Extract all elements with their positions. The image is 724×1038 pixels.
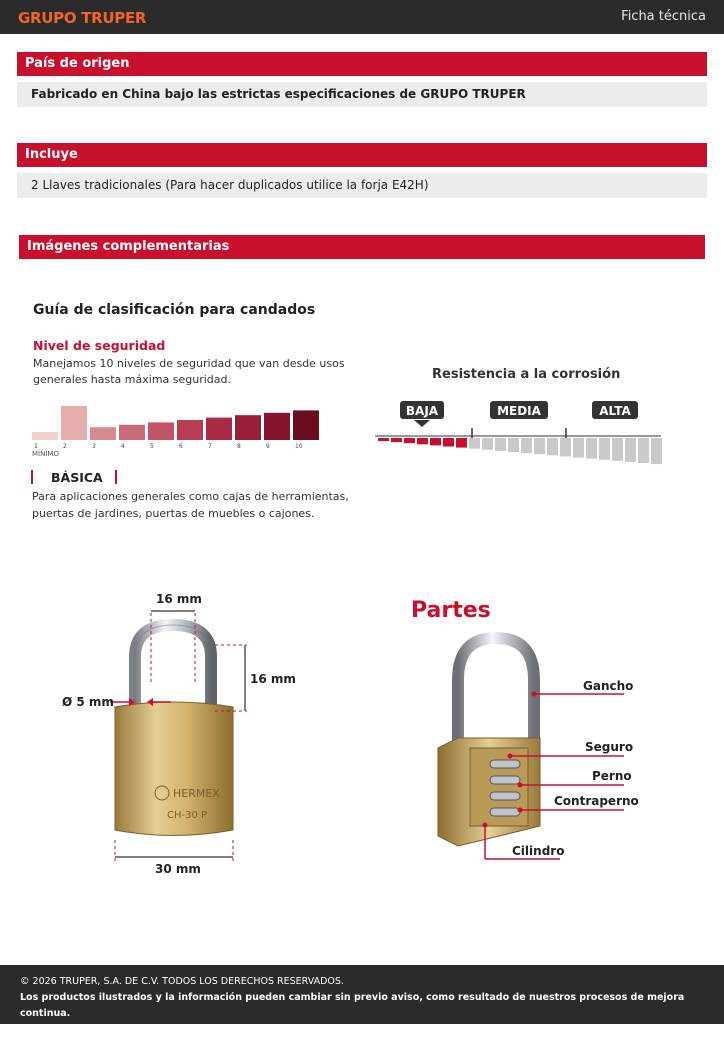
corrosion-segment — [651, 438, 662, 464]
corrosion-scale — [372, 398, 664, 470]
corrosion-segment — [443, 438, 454, 447]
engraving-brand: HERMEX — [173, 787, 220, 800]
corrosion-segment — [456, 438, 467, 448]
corrosion-medium-label: MEDIA — [497, 404, 541, 418]
footer — [0, 965, 724, 1035]
security-level-desc-1: Manejamos 10 niveles de seguridad que van desde usos — [33, 357, 345, 370]
corrosion-low-label: BAJA — [405, 404, 439, 418]
part-label-gancho: Gancho — [583, 679, 634, 693]
security-level-bar — [61, 406, 87, 440]
corrosion-segment — [482, 438, 493, 450]
security-level-tick: 1 — [34, 443, 38, 450]
corrosion-segment — [547, 438, 558, 455]
security-level-tick: 4 — [121, 443, 125, 450]
security-level-tick: 5 — [150, 443, 154, 450]
minimum-label: MÍNIMO — [32, 450, 59, 458]
security-level-tick: 9 — [266, 443, 270, 450]
security-level-bar — [148, 422, 174, 440]
corrosion-segment — [508, 438, 519, 452]
body-width-label: 30 mm — [155, 862, 201, 876]
security-level-desc-2: generales hasta máxima seguridad. — [33, 373, 232, 386]
leader-dot-gancho — [532, 692, 537, 697]
document-type: Ficha técnica — [621, 9, 706, 24]
security-level-tick: 3 — [92, 443, 96, 450]
security-level-bar — [32, 432, 58, 440]
security-level-bar — [293, 410, 319, 440]
engraving-model: CH-30 P — [167, 810, 208, 821]
security-level-chart — [28, 398, 328, 460]
part-label-cilindro: Cilindro — [512, 844, 565, 858]
corrosion-selected-marker — [414, 420, 430, 427]
security-level-tick: 7 — [208, 443, 212, 450]
corrosion-segment — [430, 438, 441, 445]
parts-title: Partes — [411, 598, 491, 623]
corrosion-segment — [417, 438, 428, 444]
corrosion-segment — [573, 438, 584, 458]
corrosion-high-label: ALTA — [599, 404, 631, 418]
corrosion-title: Resistencia a la corrosión — [432, 367, 621, 382]
corrosion-segment — [534, 438, 545, 454]
security-level-tick: 6 — [179, 443, 183, 450]
shackle-width-label: 16 mm — [156, 592, 202, 606]
corrosion-segment — [599, 438, 610, 460]
corrosion-segment — [586, 438, 597, 459]
shackle — [135, 625, 211, 713]
shackle-diameter-label: Ø 5 mm — [62, 695, 114, 709]
security-level-bar — [264, 413, 290, 440]
leader-dot-contraperno — [518, 808, 523, 813]
leader-dot-perno — [518, 783, 523, 788]
security-level-title: Nivel de seguridad — [33, 338, 166, 353]
security-level-bar — [90, 427, 116, 440]
corrosion-segment — [378, 438, 389, 441]
corrosion-segment — [560, 438, 571, 456]
padlock-dimension-drawing — [55, 585, 295, 885]
images-section-title: Imágenes complementarias — [19, 235, 705, 259]
class-desc-1: Para aplicaciones generales como cajas de herramientas, — [32, 490, 349, 503]
class-divider-right — [115, 470, 117, 484]
security-level-bar — [206, 418, 232, 440]
top-bar — [0, 0, 724, 34]
origin-section-body: Fabricado en China bajo las estrictas especificaciones de GRUPO TRUPER — [17, 82, 707, 107]
leader-dot-cilindro — [483, 823, 488, 828]
includes-section-title: Incluye — [17, 143, 707, 167]
part-label-perno: Perno — [592, 769, 632, 783]
guide-title: Guía de clasificación para candados — [33, 302, 316, 318]
footer-copyright: © 2026 TRUPER, S.A. DE C.V. TODOS LOS DERECHOS RESERVADOS. — [20, 976, 344, 987]
corrosion-segment — [521, 438, 532, 453]
security-level-tick: 10 — [295, 443, 303, 450]
corrosion-segment — [391, 438, 402, 442]
security-level-tick: 2 — [63, 443, 67, 450]
corrosion-segment — [404, 438, 415, 443]
security-level-bar — [177, 420, 203, 440]
footer-notice: Los productos ilustrados y la información pueden cambiar sin previo aviso, como resultado de nuestros procesos de mejora continua. — [20, 992, 685, 1019]
brand-logo: GRUPO TRUPER — [18, 9, 147, 27]
shackle-height-label: 16 mm — [250, 672, 296, 686]
includes-section-body: 2 Llaves tradicionales (Para hacer duplicados utilice la forja E42H) — [17, 173, 707, 198]
corrosion-segment — [612, 438, 623, 461]
class-divider-left — [31, 470, 33, 484]
corrosion-segment — [495, 438, 506, 451]
security-level-tick: 8 — [237, 443, 241, 450]
footer-legal: Prohibida su reproducción o divulgación total o parcial así como su uso o aprovechamiento sin autorización escrita de Truper, S.A. de C.V. — [20, 1024, 675, 1035]
corrosion-segment — [638, 438, 649, 463]
part-label-contraperno: Contraperno — [554, 794, 639, 808]
corrosion-segment — [625, 438, 636, 462]
corrosion-segment — [469, 438, 480, 449]
security-level-bar — [119, 425, 145, 440]
class-label: BÁSICA — [51, 470, 103, 485]
part-label-seguro: Seguro — [585, 740, 634, 754]
class-desc-2: puertas de jardines, puertas de muebles o cajones. — [32, 507, 315, 520]
security-level-bar — [235, 415, 261, 440]
leader-dot-seguro — [508, 754, 513, 759]
origin-section-title: País de origen — [17, 52, 707, 76]
